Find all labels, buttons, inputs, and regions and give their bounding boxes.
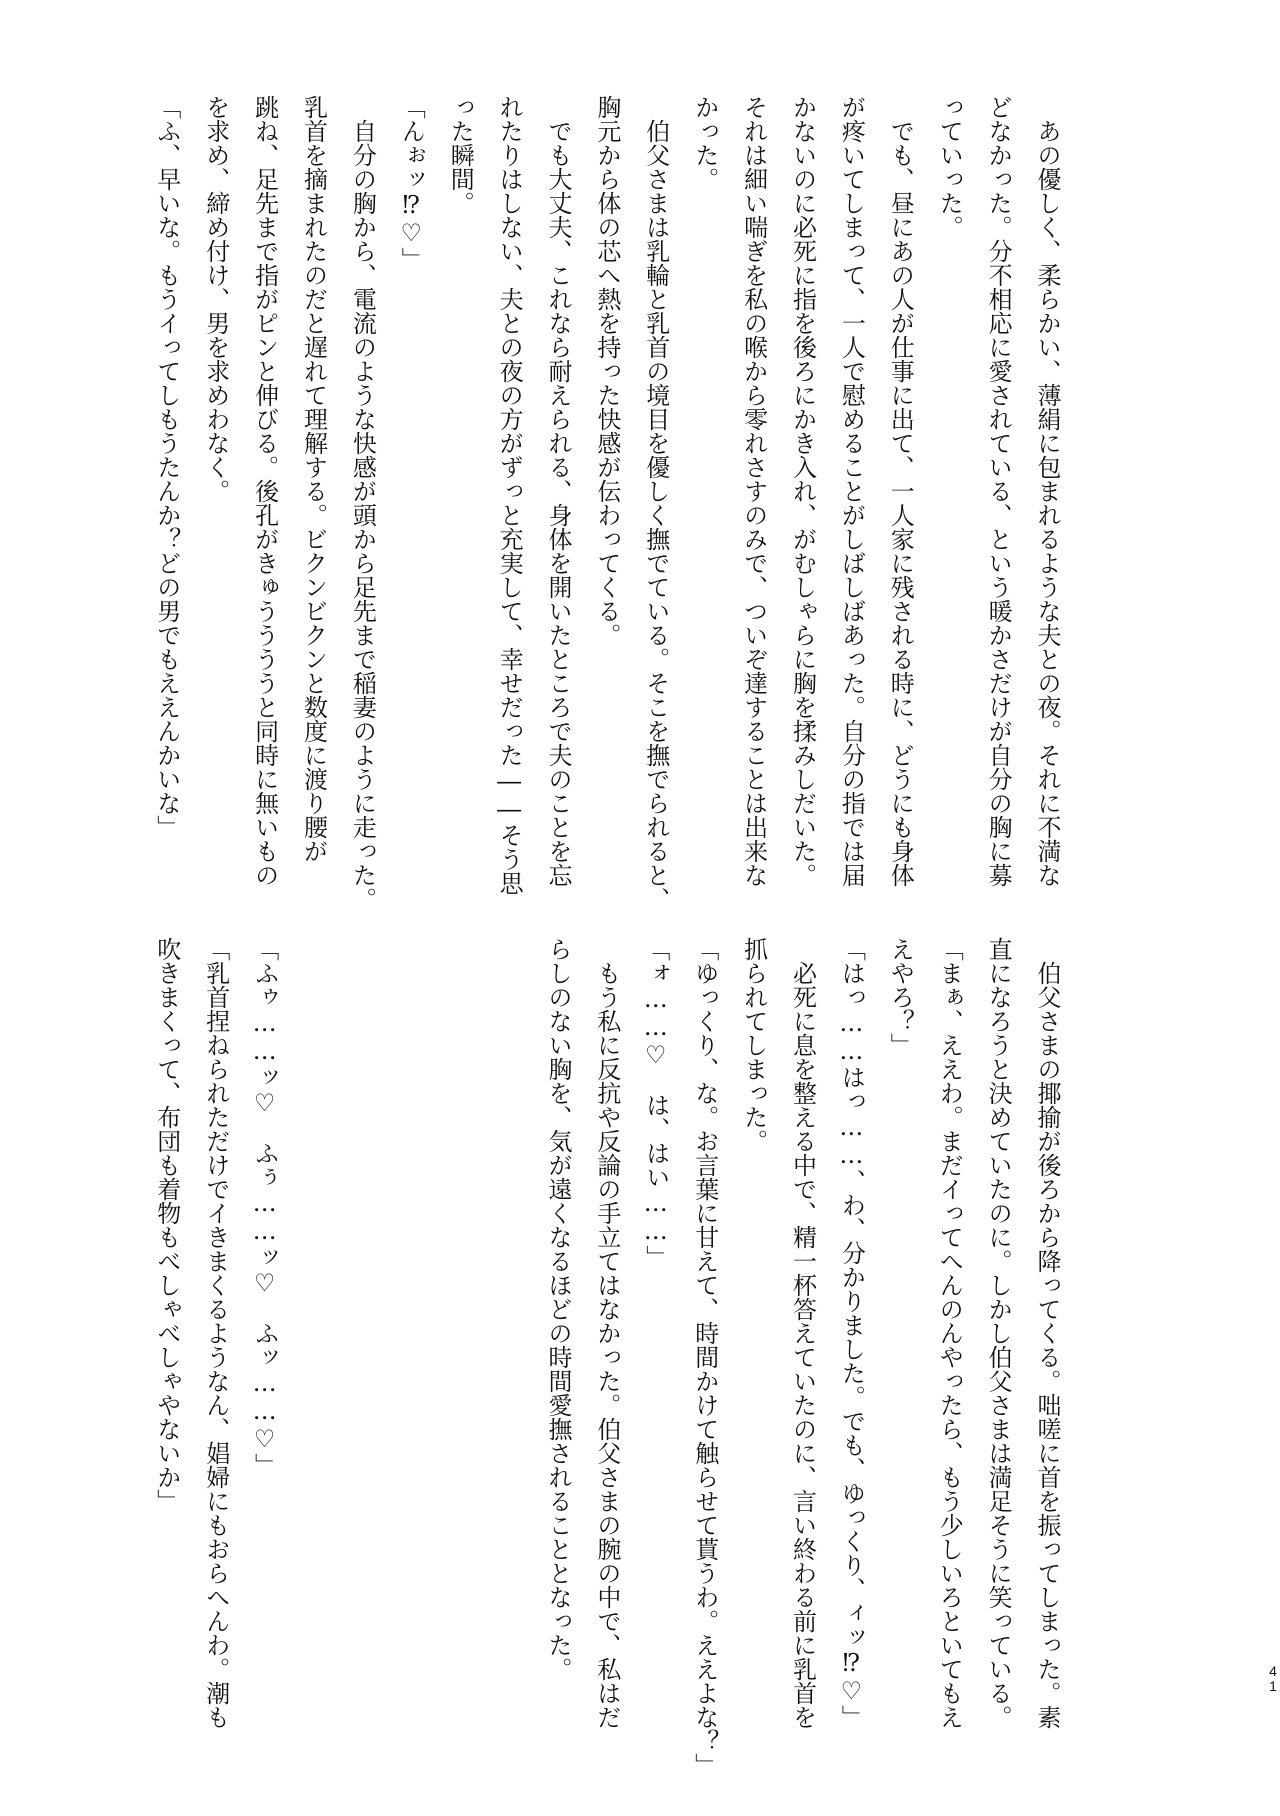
text-column: を求め、締め付け、男を求めわなく。 (201, 95, 230, 503)
text-column: らしのない胸を、気が遠くなるほどの時間愛撫されることとなった。 (544, 937, 572, 1681)
text-column: った瞬間。 (446, 95, 475, 215)
text-column: 「はっ……はっ……、わ、分かりました。でも、ゆっくり、ィッ⁉♡」 (837, 937, 866, 1729)
text-column: 「ふ、早いな。もうイってしもうたんか？どの男でもええんかいな」 (152, 95, 181, 839)
text-column: どなかった。分不相応に愛されている、という暖かさだけが自分の胸に募 (984, 95, 1013, 887)
text-column: えやろ？」 (886, 937, 915, 1057)
text-column: 乳首を摘まれたのだと遅れて理解する。ビクンビクンと数度に渡り腰が (299, 95, 328, 863)
text-column: 伯父さまの揶揄が後ろから降ってくる。咄嗟に首を振ってしまった。素 (1033, 937, 1061, 1729)
text-column: もう私に反抗や反論の手立てはなかった。伯父さまの腕の中で、私はだ (592, 937, 621, 1729)
text-column: れたりはしない、夫との夜の方がずっと充実して、幸せだった――そう思 (495, 95, 524, 895)
text-column: 抓られてしまった。 (739, 937, 768, 1153)
text-column: 直になろうと決めていたのに。しかし伯父さまは満足そうに笑っている。 (984, 937, 1013, 1729)
text-column: でも大丈夫、これなら耐えられる、身体を開いたところで夫のことを忘 (544, 95, 572, 887)
text-column: 自分の胸から、電流のような快感が頭から足先まで稲妻のように走った。 (348, 95, 377, 911)
text-column: それは細い喘ぎを私の喉から零れさすのみで、ついぞ達することは出来な (739, 95, 768, 887)
text-column: 胸元から体の芯へ熱を持った快感が伝わってくる。 (592, 95, 621, 647)
text-column: が疼いてしまって、一人で慰めることがしばしばあった。自分の指では届 (837, 95, 866, 887)
text-column: かった。 (690, 95, 719, 191)
page-number: 41 (1269, 1663, 1277, 1694)
text-column: 「ゆっくり、な。お言葉に甘えて、時間かけて触らせて貰うわ。ええよな？」 (690, 937, 719, 1777)
text-column: かないのに必死に指を後ろにかき入れ、がむしゃらに胸を揉みしだいた。 (788, 95, 817, 887)
text-column: でも、昼にあの人が仕事に出て、一人家に残される時に、どうにも身体 (886, 95, 915, 887)
text-column: 伯父さまは乳輪と乳首の境目を優しく撫でている。そこを撫でられると、 (641, 95, 670, 911)
text-column: 「んぉッ⁉♡」 (397, 95, 426, 271)
text-column: 必死に息を整える中で、精一杯答えていたのに、言い終わる前に乳首を (788, 937, 817, 1729)
text-column: 跳ね、足先まで指がピンと伸びる。後孔がきゅううううと同時に無いもの (250, 95, 279, 887)
text-column: 「乳首捏ねられただけでイきまくるようなん、娼婦にもおらへんわ。潮も (201, 937, 230, 1729)
text-column: 吹きまくって、布団も着物もべしゃべしゃやないか」 (152, 937, 181, 1513)
text-column: 「ォ……♡ は、はい……」 (641, 937, 670, 1269)
text-column: 「ふゥ……ッ♡ ふぅ……ッ♡ ふッ……♡」 (250, 937, 279, 1477)
text-column: あの優しく、柔らかい、薄絹に包まれるような夫との夜。それに不満な (1033, 95, 1061, 887)
text-column: 「まぁ、ええわ。まだイってへんのんやったら、もう少しいろといてもえ (935, 937, 964, 1729)
text-column: っていった。 (935, 95, 964, 239)
